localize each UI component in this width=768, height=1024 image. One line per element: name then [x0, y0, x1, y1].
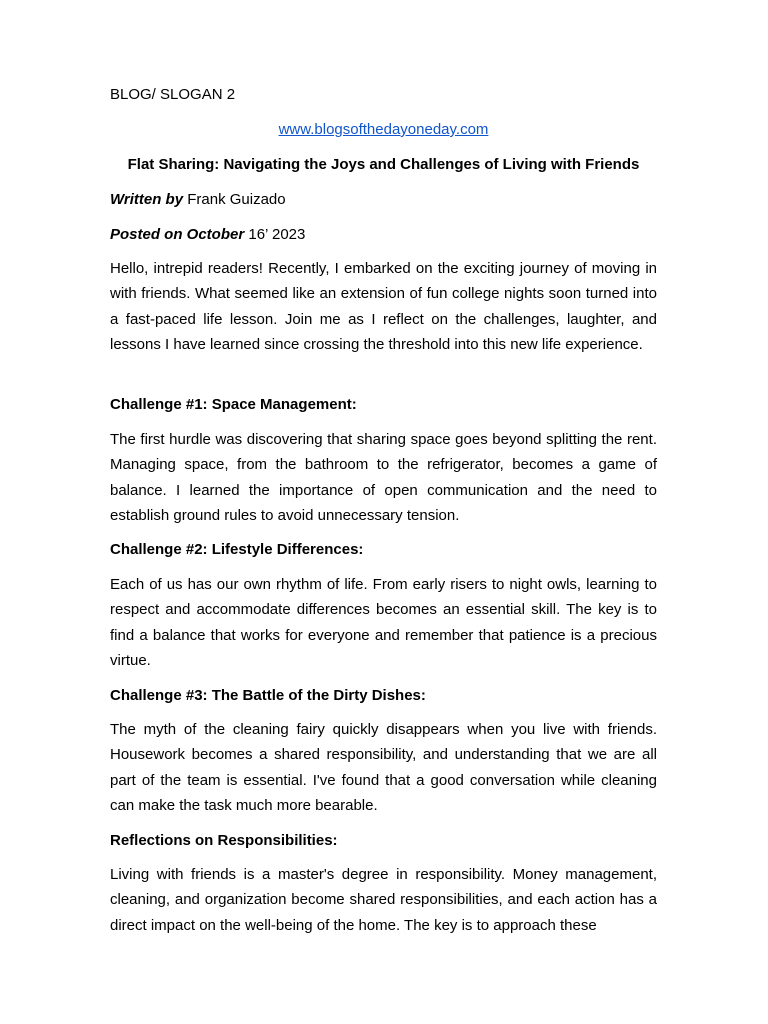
blog-slogan-label: BLOG/ SLOGAN 2 — [110, 86, 236, 103]
article-title: Flat Sharing: Navigating the Joys and Challenges of Living with Friends — [127, 156, 640, 173]
section-body: Each of us has our own rhythm of life. From early risers to night owls, learning to respect and accommodate differences becomes an essential skill. The key is to find a balance that works for everyone and remember that patience is a precious virtue. — [110, 576, 657, 669]
section-heading: Challenge #3: The Battle of the Dirty Dishes: — [110, 687, 426, 704]
author-line — [110, 187, 286, 213]
written-by-label: Written by — [110, 191, 184, 208]
website-link[interactable]: www.blogsofthedayoneday.com — [278, 121, 489, 138]
section-body: Living with friends is a master's degree in responsibility. Money management, cleaning, and organization become shared responsibilities, and each action has a direct impact on the well-being of the home. The key is to approach these — [110, 866, 657, 934]
posted-on-label: Posted on October — [110, 226, 245, 243]
section-heading: Challenge #1: Space Management: — [110, 396, 357, 413]
section-heading: Reflections on Responsibilities: — [110, 832, 338, 849]
section-heading: Challenge #2: Lifestyle Differences: — [110, 541, 364, 558]
post-date-line — [110, 222, 305, 248]
section-body: The myth of the cleaning fairy quickly disappears when you live with friends. Housework becomes a shared responsibility, and understanding that we are all part of the team is essential. I've found that a good conversation while cleaning can make the task much more bearable. — [110, 721, 657, 814]
section-body: The first hurdle was discovering that sharing space goes beyond splitting the rent. Managing space, from the bathroom to the refrigerator, becomes a game of balance. I learned the importance of open communication and the need to establish ground rules to avoid unnecessary tension. — [110, 431, 657, 524]
post-date: 16’ 2023 — [248, 226, 306, 243]
author-name: Frank Guizado — [187, 191, 286, 208]
intro-paragraph: Hello, intrepid readers! Recently, I embarked on the exciting journey of moving in with friends. What seemed like an extension of fun college nights soon turned into a fast-paced life lesson. Join me as I reflect on the challenges, laughter, and lessons I have learned since crossing the threshold into this new life experience. — [110, 260, 657, 353]
